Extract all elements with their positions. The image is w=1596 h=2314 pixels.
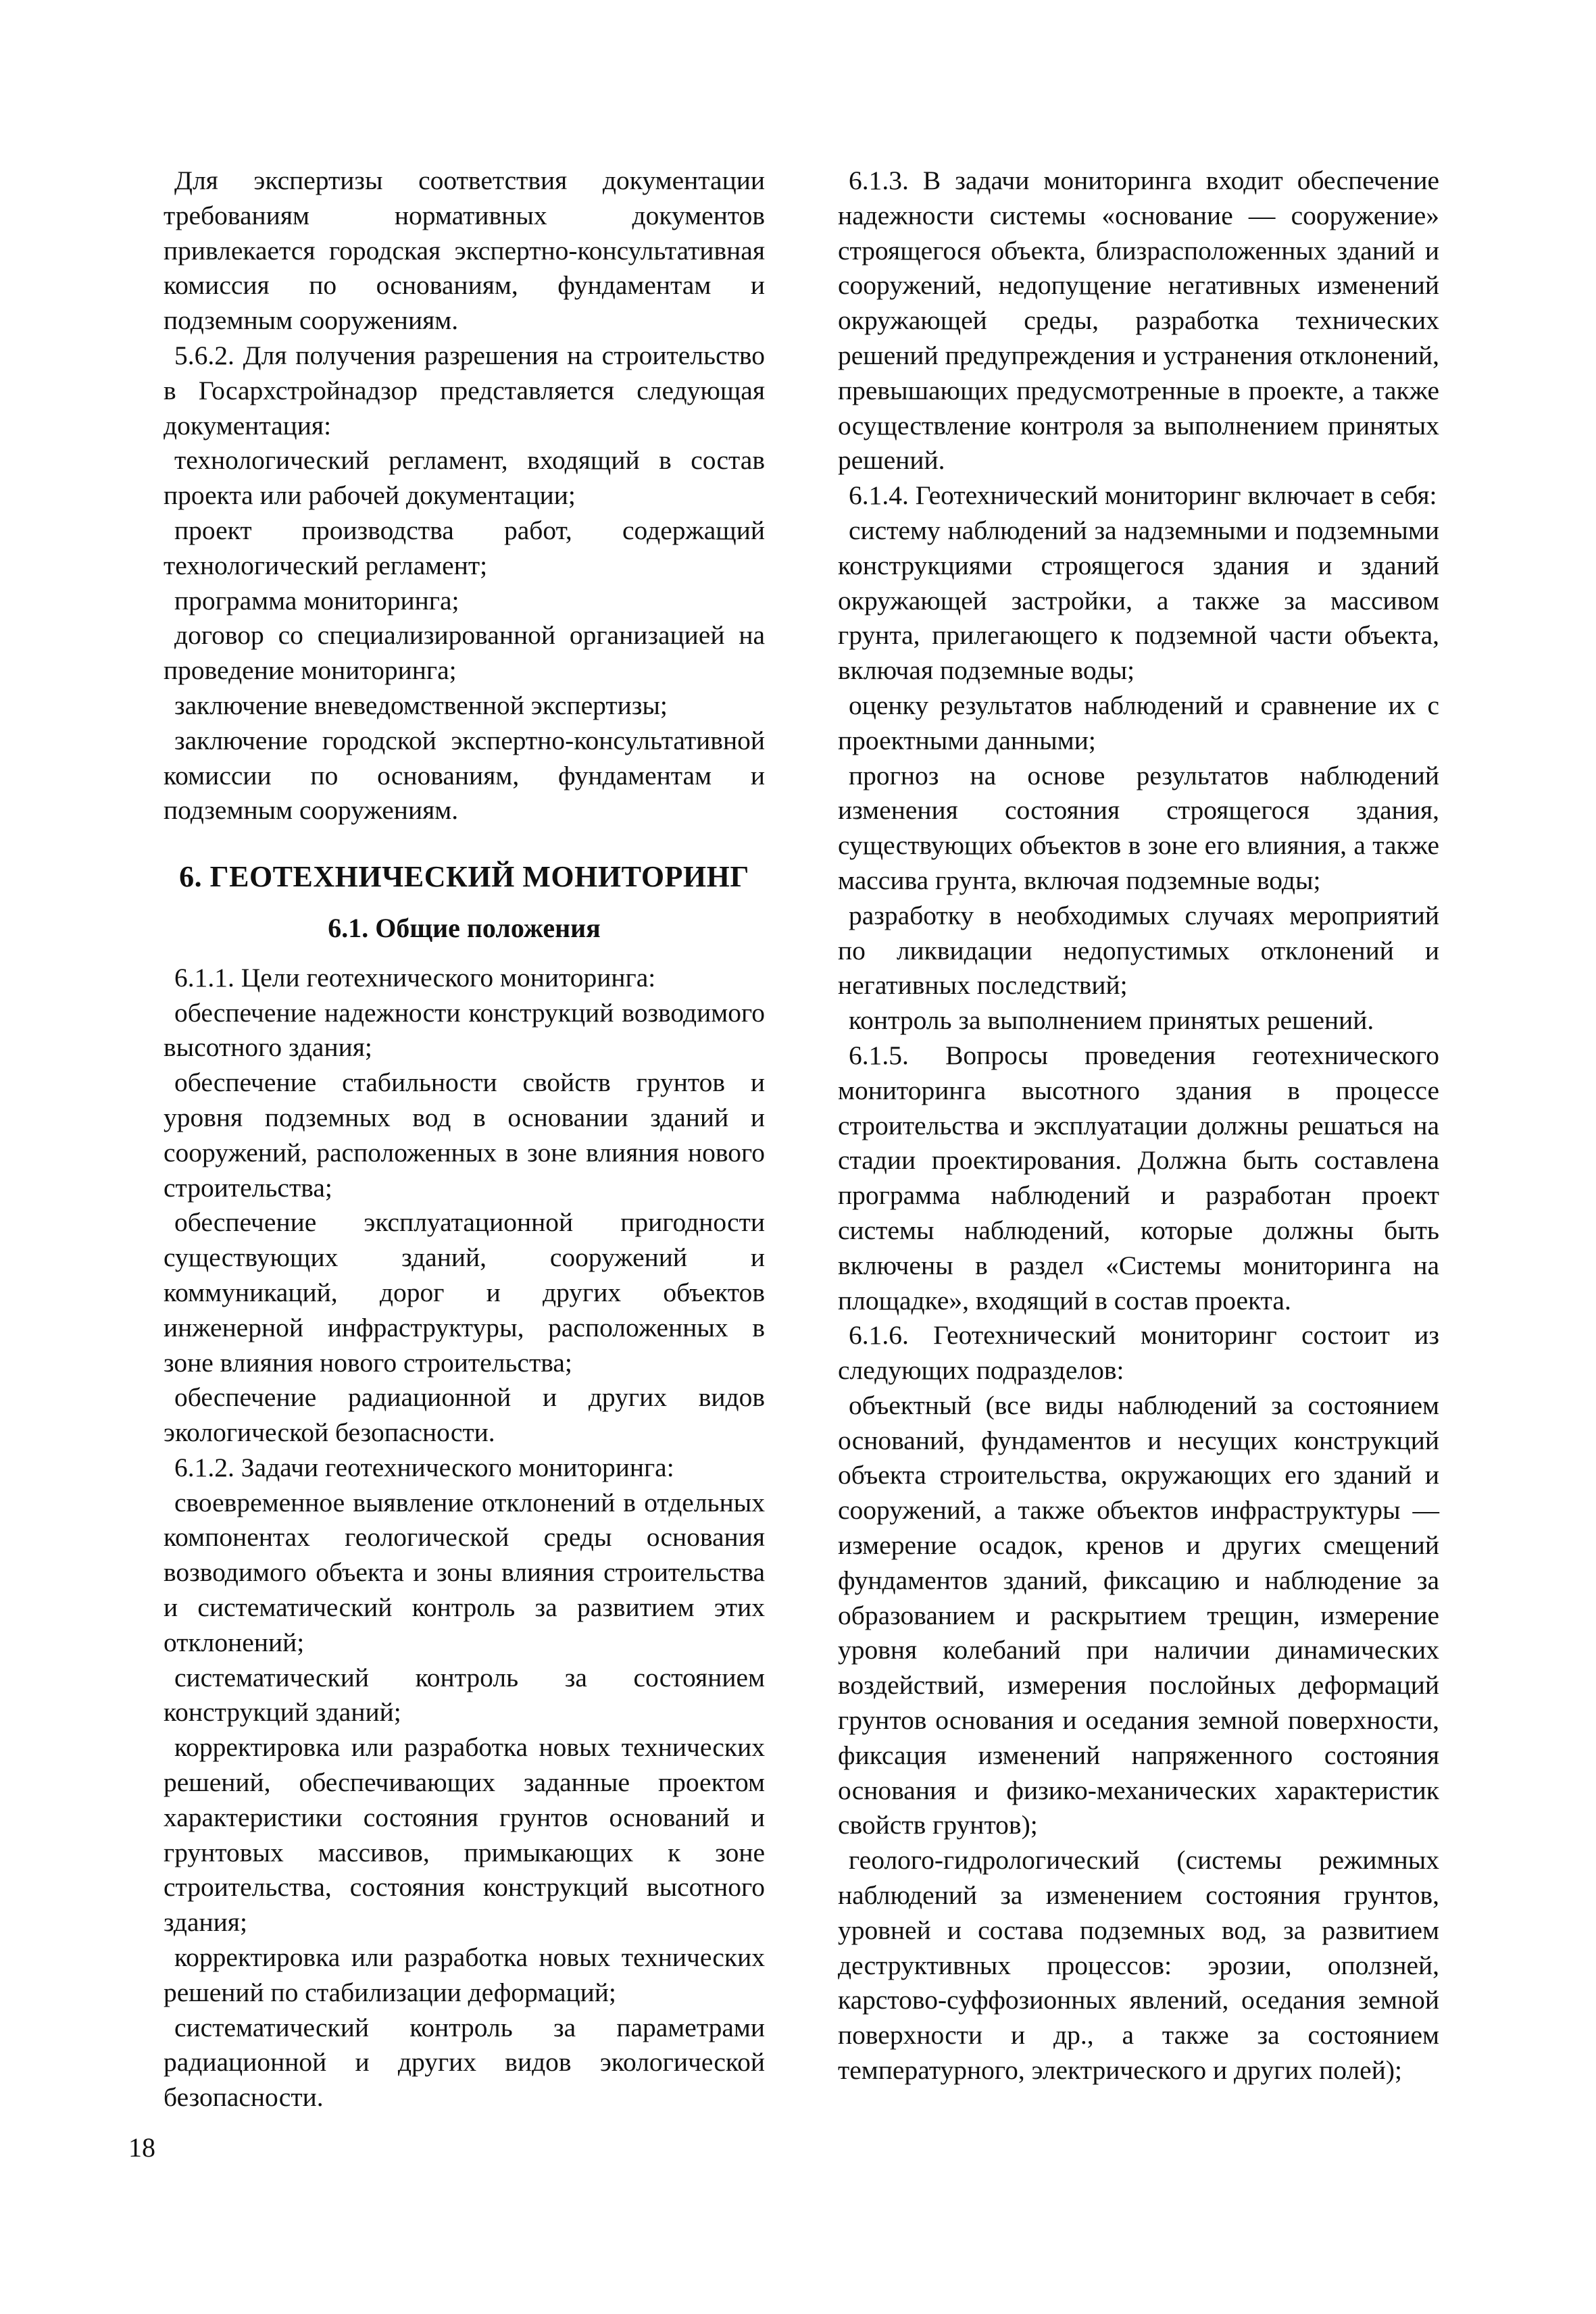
paragraph-6-1-2: 6.1.2. Задачи геотехнического мониторинга:	[174, 1452, 674, 1482]
list-item: корректировка или разработка новых технических решений по стабилизации деформаций;	[164, 1942, 765, 2007]
list-item: обеспечение радиационной и других видов экологической безопасности.	[164, 1382, 765, 1448]
list-item: контроль за выполнением принятых решений.	[849, 1005, 1374, 1036]
list-item: прогноз на основе результатов наблюдений изменения состояния строящегося здания, существующих объектов в зоне его влияния, а также массива грунта, включая подземные воды;	[838, 760, 1439, 895]
paragraph-5-6-2: 5.6.2. Для получения разрешения на строительство в Госархстройнадзор представляется следующая документация:	[164, 340, 765, 441]
list-item: обеспечение стабильности свойств грунтов и уровня подземных вод в основании зданий и сооружений, расположенных в зоне влияния нового строительства;	[164, 1067, 765, 1203]
list-item: своевременное выявление отклонений в отдельных компонентах геологической среды основания возводимого объекта и зоны влияния строительства и систематический контроль за развитием этих отклонений;	[164, 1487, 765, 1657]
paragraph-6-1-1: 6.1.1. Цели геотехнического мониторинга:	[174, 962, 656, 992]
list-item: проект производства работ, содержащий технологический регламент;	[164, 515, 765, 580]
list-item: систематический контроль за состоянием конструкций зданий;	[164, 1662, 765, 1728]
list-item: систематический контроль за параметрами радиационной и других видов экологической безопасности.	[164, 2012, 765, 2113]
list-item: договор со специализированной организацией на проведение мониторинга;	[164, 620, 765, 686]
list-item: технологический регламент, входящий в состав проекта или рабочей документации;	[164, 445, 765, 511]
section-title: 6. ГЕОТЕХНИЧЕСКИЙ МОНИТОРИНГ	[179, 860, 749, 894]
paragraph-expertise: Для экспертизы соответствия документации требованиям нормативных документов привлекается городская экспертно-консультативная комиссия по основаниям, фундаментам и подземным сооружениям.	[164, 166, 765, 336]
list-item: заключение городской экспертно-консультативной комиссии по основаниям, фундаментам и подземным сооружениям.	[164, 725, 765, 826]
list-item: программа мониторинга;	[174, 585, 459, 615]
paragraph-6-1-6: 6.1.6. Геотехнический мониторинг состоит из следующих подразделов:	[838, 1320, 1439, 1386]
list-item: обеспечение эксплуатационной пригодности существующих зданий, сооружений и коммуникаций, дорог и других объектов инженерной инфраструктуры, расположенных в зоне влияния нового строительства;	[164, 1207, 765, 1378]
list-item: геолого-гидрологический (системы режимных наблюдений за изменением состояния грунтов, уровней и состава подземных вод, за развитием деструктивных процессов: эрозии, оползней, карстово-суффозионных явлений, оседания земной поверхности и др., а также за состоянием температурного, электрического и других полей);	[838, 1845, 1439, 2086]
list-item: обеспечение надежности конструкций возводимого высотного здания;	[164, 997, 765, 1063]
list-item: разработку в необходимых случаях мероприятий по ликвидации недопустимых отклонений и негативных последствий;	[838, 900, 1439, 1001]
list-item: заключение вневедомственной экспертизы;	[174, 690, 668, 720]
right-column	[838, 164, 1439, 2088]
subsection-title: 6.1. Общие положения	[328, 912, 601, 943]
paragraph-6-1-3: 6.1.3. В задачи мониторинга входит обеспечение надежности системы «основание — сооружение» строящегося объекта, близрасположенных зданий и сооружений, недопущение негативных изменений окружающей среды, разработка технических решений предупреждения и устранения отклонений, превышающих предусмотренные в проекте, а также осуществление контроля за выполнением принятых решений.	[838, 166, 1439, 476]
list-item: корректировка или разработка новых технических решений, обеспечивающих заданные проектом характеристики состояния грунтов оснований и грунтовых массивов, примыкающих к зоне строительства, состояния конструкций высотного здания;	[164, 1732, 765, 1938]
paragraph-6-1-4: 6.1.4. Геотехнический мониторинг включает в себя:	[849, 480, 1437, 511]
list-item: оценку результатов наблюдений и сравнение их с проектными данными;	[838, 690, 1439, 755]
page-number: 18	[128, 2132, 155, 2163]
list-item: систему наблюдений за надземными и подземными конструкциями строящегося здания и зданий окружающей застройки, а также за массивом грунта, прилегающего к подземной части объекта, включая подземные воды;	[838, 515, 1439, 686]
paragraph-6-1-5: 6.1.5. Вопросы проведения геотехнического мониторинга высотного здания в процессе строительства и эксплуатации должны решаться на стадии проектирования. Должна быть составлена программа наблюдений и разработан проект системы наблюдений, которые должны быть включены в раздел «Системы мониторинга на площадке», входящий в состав проекта.	[838, 1040, 1439, 1315]
left-column	[164, 164, 765, 2115]
list-item: объектный (все виды наблюдений за состоянием оснований, фундаментов и несущих конструкций объекта строительства, окружающих его зданий и сооружений, а также объектов инфраструктуры — измерение осадок, кренов и других смещений фундаментов зданий, фиксацию и наблюдение за образованием и раскрытием трещин, измерение уровня колебаний при наличии динамических воздействий, измерения послойных деформаций грунтов основания и оседания земной поверхности, фиксация изменений напряженного состояния основания и физико-механических характеристик свойств грунтов);	[838, 1390, 1439, 1840]
